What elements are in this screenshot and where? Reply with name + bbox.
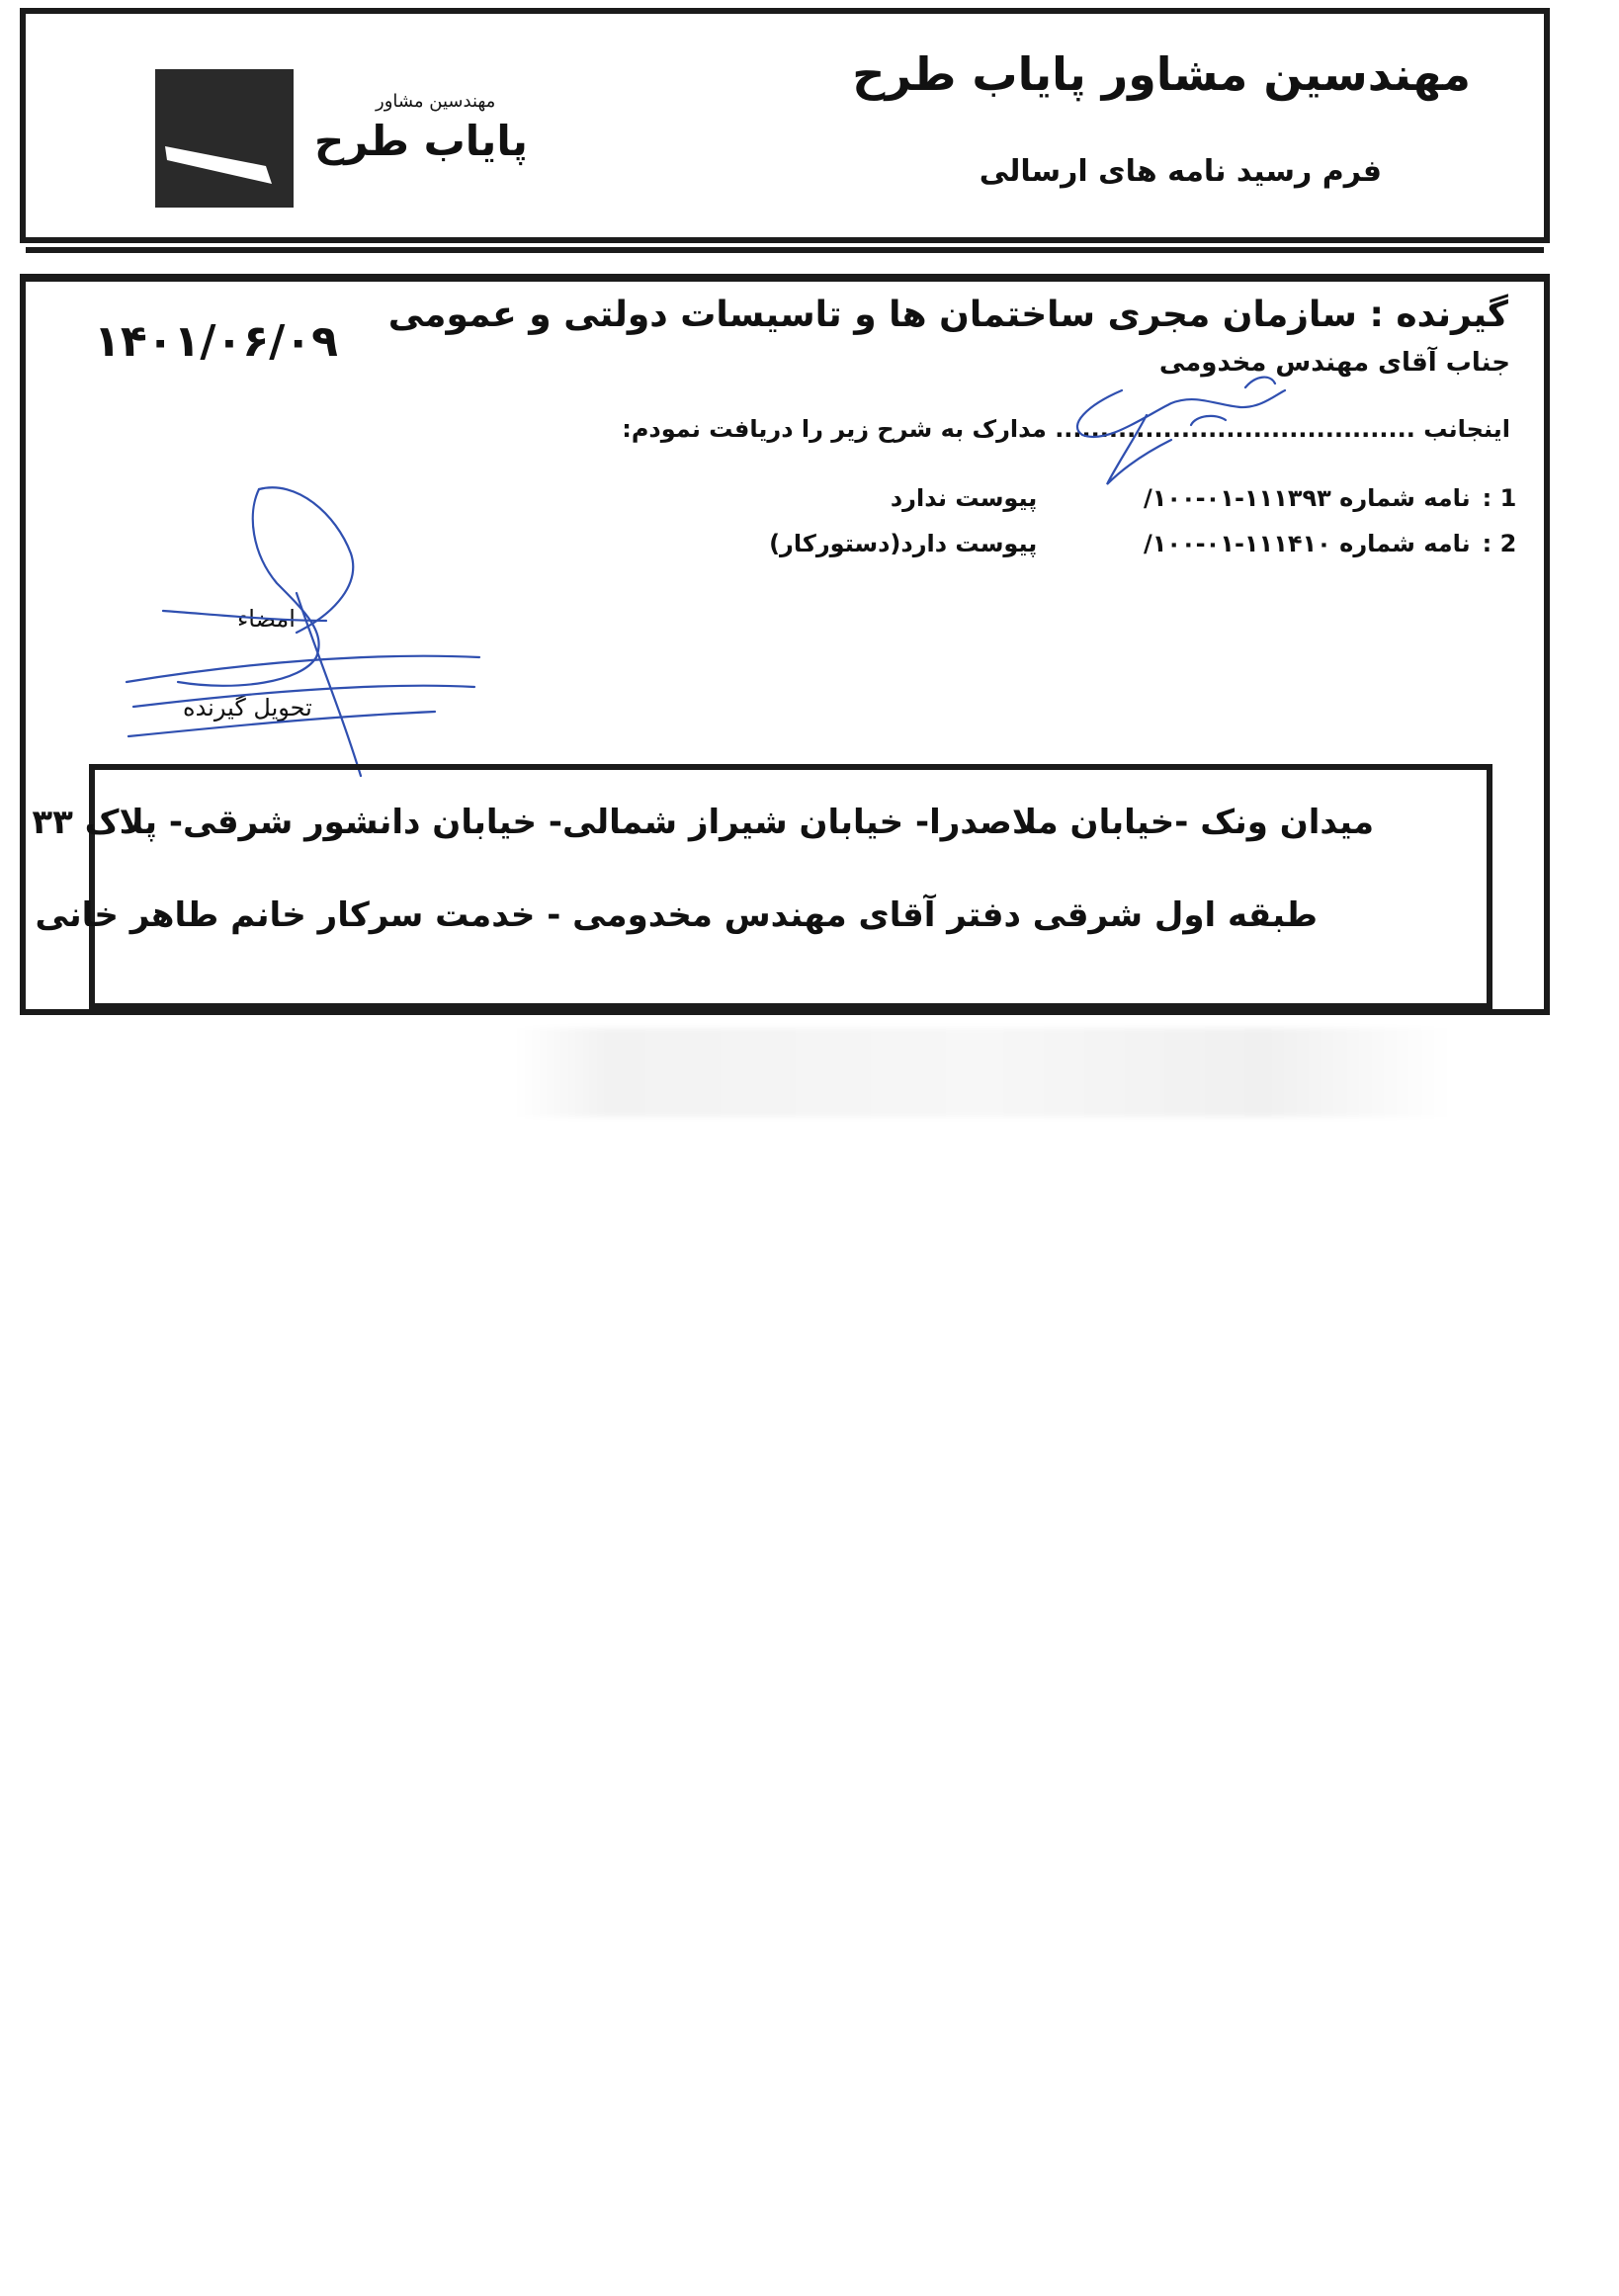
scan-smudge	[514, 1028, 1453, 1117]
logo-text-top: مهندسین مشاور	[376, 91, 496, 112]
signature-label: امضاء	[237, 605, 296, 633]
logo-text-main: پایاب طرح	[314, 117, 528, 165]
form-title: فرم رسید نامه های ارسالی	[979, 154, 1382, 189]
item-letter-ref: نامه شماره ۱۱۱۳۹۳-۰۱-۱۰۰/	[1143, 484, 1471, 512]
date-stamp: ۱۴۰۱/۰۶/۰۹	[94, 316, 338, 367]
address-line-2: طبقه اول شرقی دفتر آقای مهندس مخدومی - خدمت سرکار خانم طاهر خانی	[35, 895, 1318, 935]
item-letter-ref: نامه شماره ۱۱۱۴۱۰-۰۱-۱۰۰/	[1143, 530, 1471, 557]
receiver-label: تحویل گیرنده	[183, 694, 312, 722]
recipient-line: گیرنده : سازمان مجری ساختمان ها و تاسیسات دولتی و عمومی	[387, 295, 1508, 335]
salutation: جناب آقای مهندس مخدومی	[1158, 348, 1510, 378]
item-number: 2 :	[1482, 530, 1517, 557]
company-title: مهندسین مشاور پایاب طرح	[852, 47, 1471, 101]
item-attachment: پیوست ندارد	[890, 484, 1038, 512]
item-attachment: پیوست دارد(دستورکار)	[769, 530, 1038, 557]
address-line-1: میدان ونک -خیابان ملاصدرا- خیابان شیراز شمالی- خیابان دانشور شرقی- پلاک ۳۳	[32, 803, 1374, 842]
address-frame	[89, 764, 1492, 1009]
item-number: 1 :	[1482, 484, 1517, 512]
receipt-sentence: اینجانب ........................................ مدارک به شرح زیر را دریافت نمودم:	[622, 415, 1510, 443]
